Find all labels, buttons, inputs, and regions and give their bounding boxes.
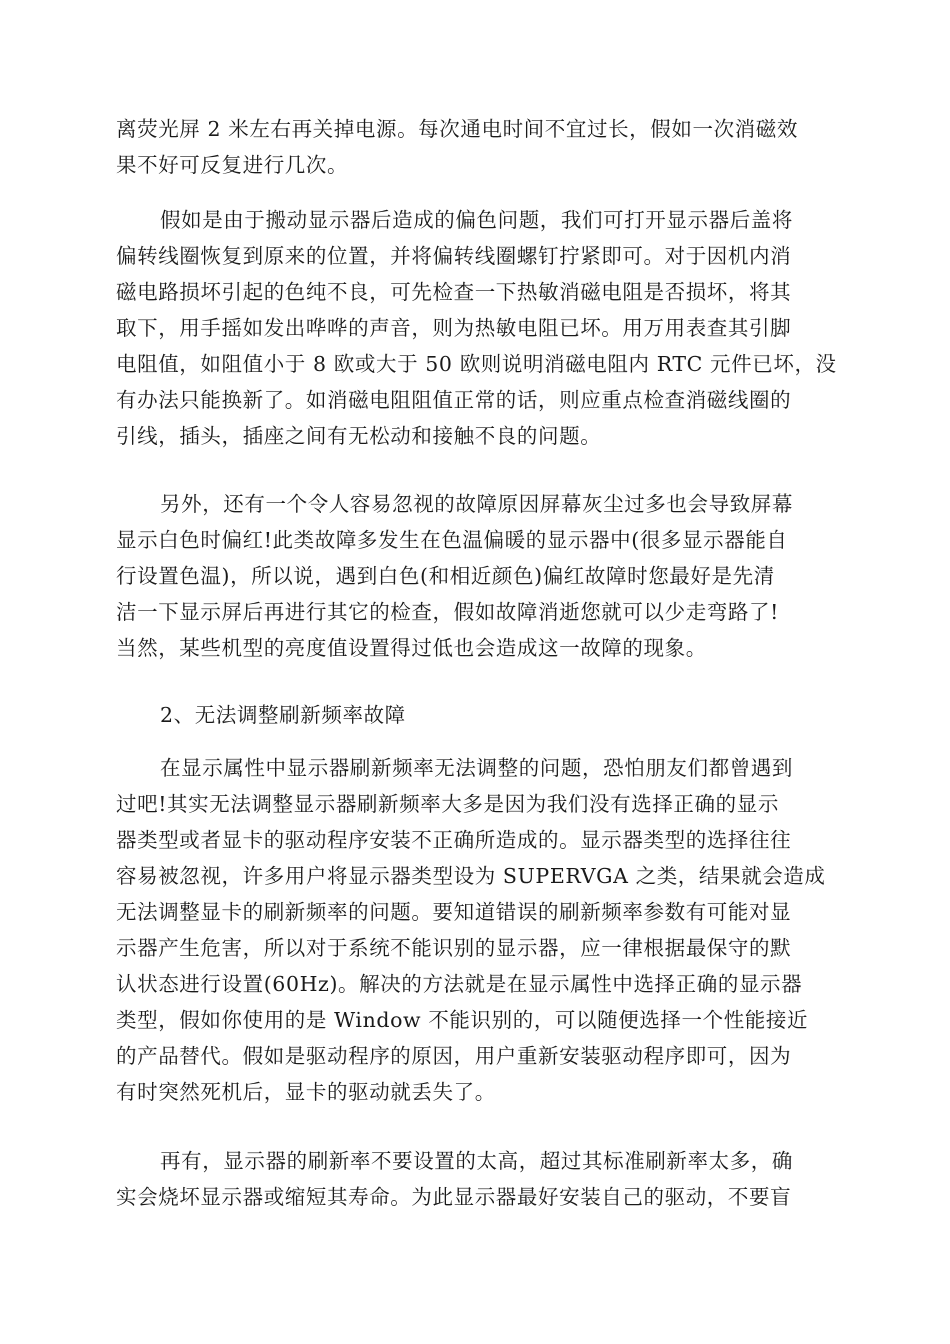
text-line: 的产品替代。假如是驱动程序的原因，用户重新安装驱动程序即可，因为	[116, 1044, 792, 1068]
paragraph-refresh-rate	[116, 750, 836, 1110]
text-line: 实会烧坏显示器或缩短其寿命。为此显示器最好安装自己的驱动，不要盲	[116, 1185, 792, 1209]
text-line: 电阻值，如阻值小于 8 欧或大于 50 欧则说明消磁电阻内 RTC 元件已坏，没	[116, 352, 837, 376]
text-line: 引线，插头，插座之间有无松动和接触不良的问题。	[116, 424, 602, 448]
text-line: 离荧光屏 2 米左右再关掉电源。每次通电时间不宜过长，假如一次消磁效	[116, 117, 798, 141]
text-line: 类型，假如你使用的是 Window 不能识别的，可以随便选择一个性能接近	[116, 1008, 809, 1032]
text-line: 容易被忽视，许多用户将显示器类型设为 SUPERVGA 之类，结果就会造成	[116, 864, 826, 888]
text-line: 器类型或者显卡的驱动程序安装不正确所造成的。显示器类型的选择往往	[116, 828, 792, 852]
paragraph-deflection-coil	[116, 202, 836, 454]
text-line: 有时突然死机后，显卡的驱动就丢失了。	[116, 1080, 496, 1104]
paragraph-refresh-too-high	[116, 1143, 836, 1215]
text-line: 偏转线圈恢复到原来的位置，并将偏转线圈螺钉拧紧即可。对于因机内消	[116, 244, 792, 268]
text-line: 假如是由于搬动显示器后造成的偏色问题，我们可打开显示器后盖将	[160, 208, 793, 232]
text-line: 磁电路损坏引起的色纯不良，可先检查一下热敏消磁电阻是否损坏，将其	[116, 280, 792, 304]
text-line: 有办法只能换新了。如消磁电阻阻值正常的话，则应重点检查消磁线圈的	[116, 388, 792, 412]
paragraph-screen-dust	[116, 486, 836, 666]
text-line: 认状态进行设置(60Hz)。解决的方法就是在显示属性中选择正确的显示器	[116, 972, 803, 996]
section-heading	[116, 697, 836, 733]
text-line: 另外，还有一个令人容易忽视的故障原因屏幕灰尘过多也会导致屏幕	[160, 492, 793, 516]
text-line: 取下，用手摇如发出哗哗的声音，则为热敏电阻已坏。用万用表查其引脚	[116, 316, 792, 340]
text-line: 当然，某些机型的亮度值设置得过低也会造成这一故障的现象。	[116, 636, 707, 660]
text-line: 果不好可反复进行几次。	[116, 153, 349, 177]
text-line: 显示白色时偏红!此类故障多发生在色温偏暖的显示器中(很多显示器能自	[116, 528, 788, 552]
text-line: 过吧!其实无法调整显示器刷新频率大多是因为我们没有选择正确的显示	[116, 792, 779, 816]
text-line: 洁一下显示屏后再进行其它的检查，假如故障消逝您就可以少走弯路了!	[116, 600, 779, 624]
text-line: 在显示属性中显示器刷新频率无法调整的问题，恐怕朋友们都曾遇到	[160, 756, 793, 780]
text-line: 行设置色温)，所以说，遇到白色(和相近颜色)偏红故障时您最好是先清	[116, 564, 775, 588]
heading-text: 2、无法调整刷新频率故障	[160, 703, 406, 727]
text-line: 示器产生危害，所以对于系统不能识别的显示器，应一律根据最保守的默	[116, 936, 792, 960]
text-line: 无法调整显卡的刷新频率的问题。要知道错误的刷新频率参数有可能对显	[116, 900, 792, 924]
text-line: 再有，显示器的刷新率不要设置的太高，超过其标准刷新率太多，确	[160, 1149, 793, 1173]
paragraph-degauss-continuation	[116, 111, 836, 183]
